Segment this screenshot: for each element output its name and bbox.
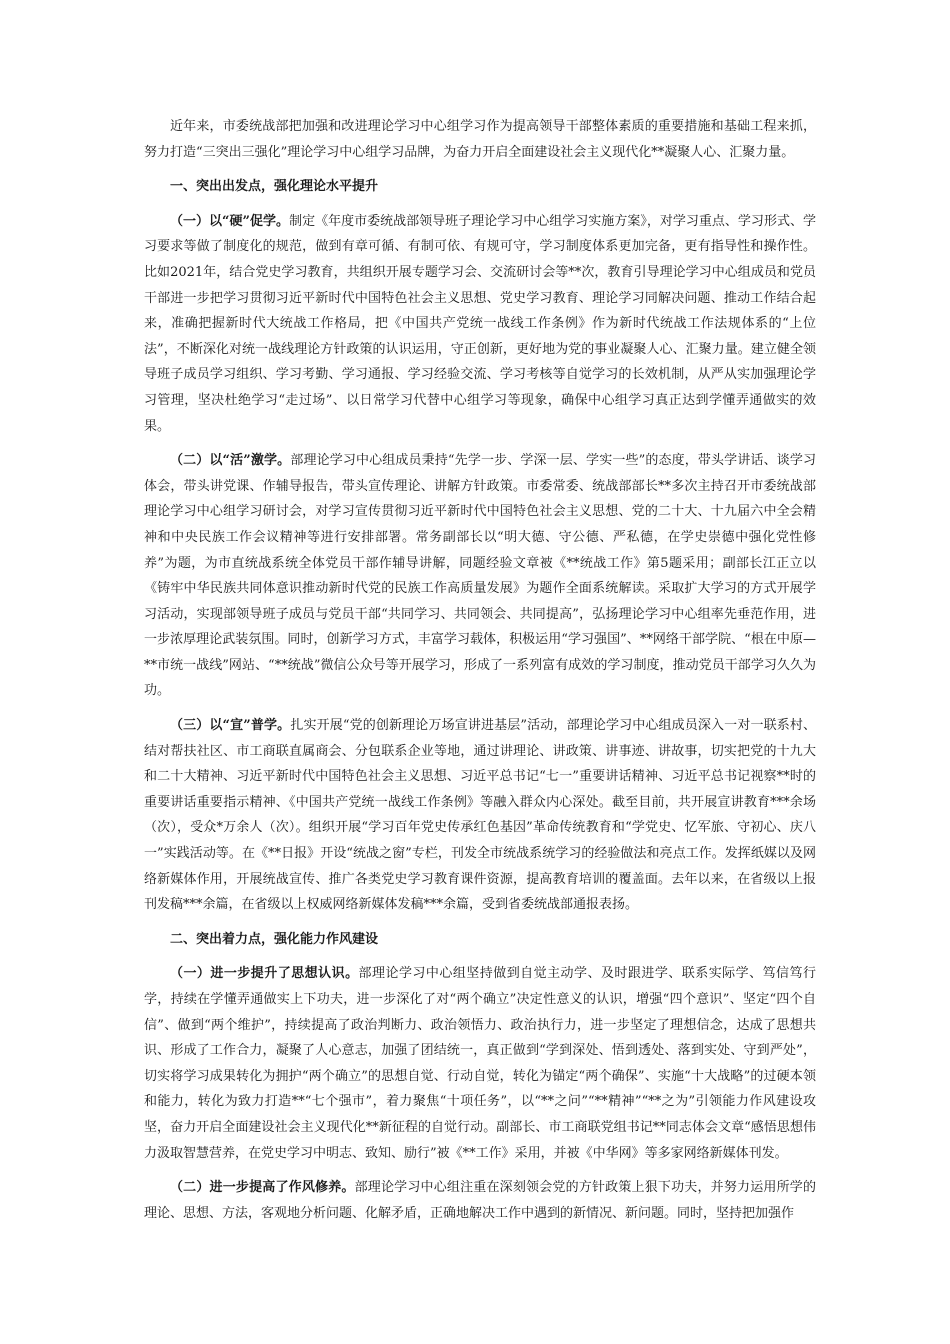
section-1-paragraph-1-body: 制定《年度市委统战部领导班子理论学习中心组学习实施方案》，对学习重点、学习形式、学习要求等做了制度化的规范，做到有章可循、有制可依、有规可守，学习制度体系更加完备，更有指导性和操作性。比如2021年，结合党史学习教育，共组织开展专题学习会、交流研讨会等**次，教育引导理论学习中心组成员和党员干部进一步把学习贯彻习近平新时代中国特色社会主义思想、党史学习教育、理论学习同解决问题、推动工作结合起来，准确把握新时代大统战工作格局，把《中国共产党统一战线工作条例》作为新时代统战工作法规体系的“上位法”，不断深化对统一战线理论方针政策的认识运用，守正创新，更好地为党的事业凝聚人心、汇聚力量。建立健全领导班子成员学习组织、学习考勤、学习通报、学习经验交流、学习考核等自觉学习的长效机制，从严从实加强理论学习管理，坚决杜绝学习“走过场”、以日常学习代替中心组学习等现象，确保中心组学习真正达到学懂弄通做实的效果。 — [144, 213, 816, 434]
section-2-paragraph-1-lead: （一）进一步提升了思想认识。 — [170, 966, 359, 982]
section-1-paragraph-3-lead: （三）以“宣”普学。 — [170, 718, 291, 734]
section-1-paragraph-2 — [144, 448, 816, 704]
section-1-paragraph-3-body: 扎实开展“党的创新理论万场宣讲进基层”活动，部理论学习中心组成员深入一对一联系村、结对帮扶社区、市工商联直属商会、分包联系企业等地，通过讲理论、讲政策、讲事迹、讲故事，切实把党的十九大和二十大精神、习近平新时代中国特色社会主义思想、习近平总书记“七一”重要讲话精神、习近平总书记视察**时的重要讲话重要指示精神、《中国共产党统一战线工作条例》等融入群众内心深处。截至目前，共开展宣讲教育***余场（次），受众*万余人（次）。组织开展“学习百年党史传承红色基因”革命传统教育和“学党史、忆军旅、守初心、庆八一”实践活动等。在《**日报》开设“统战之窗”专栏，刊发全市统战系统学习的经验做法和亮点工作。发挥纸媒以及网络新媒体作用，开展统战宣传、推广各类党史学习教育课件资源，提高教育培训的覆盖面。去年以来，在省级以上报刊发稿***余篇，在省级以上权威网络新媒体发稿***余篇，受到省委统战部通报表扬。 — [144, 718, 816, 913]
section-1-paragraph-3 — [144, 713, 816, 918]
section-1-paragraph-1 — [144, 209, 816, 439]
section-2-paragraph-2-lead: （二）进一步提高了作风修养。 — [170, 1180, 355, 1196]
section-2-paragraph-1 — [144, 961, 816, 1166]
section-2-heading: 二、突出着力点，强化能力作风建设 — [170, 931, 379, 947]
section-1-paragraph-2-body: 部理论学习中心组成员秉持“先学一步、学深一层、学实一些”的态度，带头学讲话、谈学习体会，带头讲党课、作辅导报告，带头宣传理论、讲解方针政策。市委常委、统战部部长**多次主持召开市委统战部理论学习中心组学习研讨会，对学习宣传贯彻习近平新时代中国特色社会主义思想、党的二十大、十九届六中全会精神和中央民族工作会议精神等进行安排部署。常务副部长以“明大德、守公德、严私德，在学史崇德中强化党性修养”为题，为市直统战系统全体党员干部作辅导讲解，同题经验文章被《**统战工作》第5题采用；副部长江正立以《铸牢中华民族共同体意识推动新时代党的民族工作高质量发展》为题作全面系统解读。采取扩大学习的方式开展学习活动，实现部领导班子成员与党员干部“共同学习、共同领会、共同提高”，弘扬理论学习中心组率先垂范作用，进一步浓厚理论武装氛围。同时，创新学习方式，丰富学习载体，积极运用“学习强国”、**网络干部学院、“根在中原—**市统一战线”网站、“**统战”微信公众号等开展学习，形成了一系列富有成效的学习制度，推动党员干部学习久久为功。 — [144, 453, 816, 699]
document-page — [144, 114, 816, 1235]
section-2-paragraph-2-body: 部理论学习中心组注重在深刻领会党的方针政策上狠下功夫，并努力运用所学的理论、思想、方法，客观地分析问题、化解矛盾，正确地解决工作中遇到的新情况、新问题。同时，坚持把加强作 — [144, 1180, 816, 1221]
intro-paragraph: 近年来，市委统战部把加强和改进理论学习中心组学习作为提高领导干部整体素质的重要措施和基础工程来抓，努力打造“三突出三强化”理论学习中心组学习品牌，为奋力开启全面建设社会主义现代化**凝聚人心、汇聚力量。 — [144, 119, 816, 160]
section-1-heading: 一、突出出发点，强化理论水平提升 — [170, 179, 379, 195]
section-1-paragraph-2-lead: （二）以“活”激学。 — [170, 453, 291, 469]
section-2-paragraph-2 — [144, 1175, 816, 1226]
section-2-paragraph-1-body: 部理论学习中心组坚持做到自觉主动学、及时跟进学、联系实际学、笃信笃行学，持续在学懂弄通做实上下功夫，进一步深化了对“两个确立”决定性意义的认识，增强“四个意识”、坚定“四个自信”、做到“两个维护”，持续提高了政治判断力、政治领悟力、政治执行力，进一步坚定了理想信念，达成了思想共识、形成了工作合力，凝聚了人心意志，加强了团结统一，真正做到“学到深处、悟到透处、落到实处、守到严处”，切实将学习成果转化为拥护“两个确立”的思想自觉、行动自觉，转化为锚定“两个确保”、实施“十大战略”的过硬本领和能力，转化为致力打造**“七个强市”，着力聚焦“十项任务”，以“**之问”“**精神”“**之为”引领能力作风建设攻坚，奋力开启全面建设社会主义现代化**新征程的自觉行动。副部长、市工商联党组书记**同志体会文章“感悟思想伟力汲取智慧营养，在党史学习中明志、致知、励行”被《**工作》采用，并被《中华网》等多家网络新媒体刊发。 — [144, 966, 816, 1161]
section-1-paragraph-1-lead: （一）以“硬”促学。 — [170, 213, 290, 229]
